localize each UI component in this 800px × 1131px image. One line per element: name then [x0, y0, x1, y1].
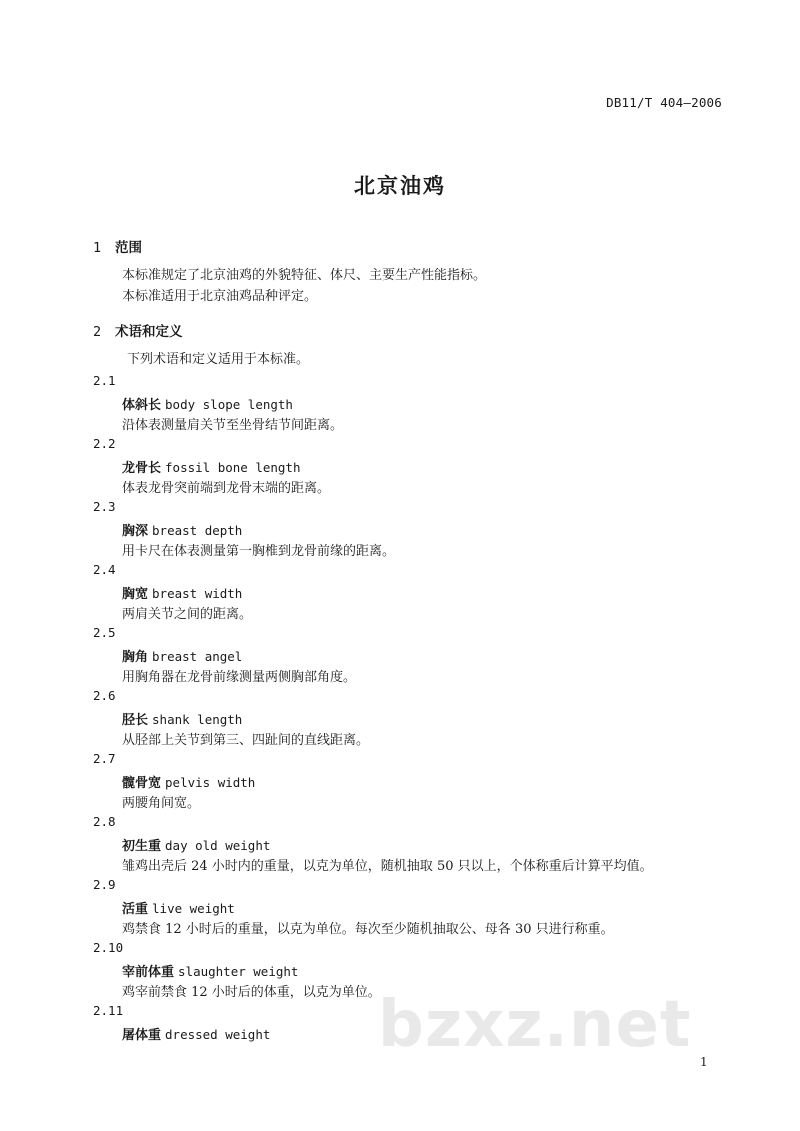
- term-definition: 两腰角间宽。: [122, 796, 201, 811]
- term-name: [122, 709, 242, 728]
- term-definition: 雏鸡出壳后 24 小时内的重量，以克为单位，随机抽取 50 只以上，个体称重后计算平均值。: [122, 859, 653, 874]
- term-name: [122, 1024, 270, 1043]
- term-name: [122, 961, 298, 980]
- term-number: 2.7: [93, 751, 116, 766]
- term-zh: 胸宽: [122, 587, 149, 602]
- section-heading-terms: [93, 320, 183, 340]
- term-en: breast width: [152, 586, 243, 601]
- section-heading-scope: [93, 236, 142, 256]
- term-en: slaughter weight: [178, 964, 299, 979]
- term-zh: 屠体重: [122, 1028, 162, 1043]
- term-name: [122, 520, 242, 539]
- term-zh: 胸角: [122, 650, 149, 665]
- standard-code: DB11/T 404—2006: [606, 95, 722, 110]
- term-number: 2.2: [93, 436, 116, 451]
- document-title: 北京油鸡: [354, 174, 446, 198]
- term-number: 2.3: [93, 499, 116, 514]
- term-number: 2.11: [93, 1003, 124, 1018]
- term-zh: 活重: [122, 902, 149, 917]
- term-name: [122, 457, 300, 476]
- term-zh: 初生重: [122, 839, 162, 854]
- term-zh: 龙骨长: [122, 461, 162, 476]
- term-number: 2.10: [93, 940, 124, 955]
- term-definition: 体表龙骨突前端到龙骨末端的距离。: [122, 481, 331, 496]
- term-en: breast depth: [152, 523, 243, 538]
- scope-paragraph-2: 本标准适用于北京油鸡品种评定。: [122, 289, 318, 304]
- term-zh: 胸深: [122, 524, 149, 539]
- term-number: 2.5: [93, 625, 116, 640]
- term-definition: 用卡尺在体表测量第一胸椎到龙骨前缘的距离。: [122, 544, 396, 559]
- term-number: 2.6: [93, 688, 116, 703]
- term-name: [122, 772, 255, 791]
- term-number: 2.4: [93, 562, 116, 577]
- term-zh: 胫长: [122, 713, 149, 728]
- term-zh: 体斜长: [122, 398, 162, 413]
- section-number: 2: [93, 324, 102, 340]
- term-name: [122, 583, 242, 602]
- term-name: [122, 898, 235, 917]
- term-definition: 鸡宰前禁食 12 小时后的体重，以克为单位。: [122, 985, 381, 1000]
- section-number: 1: [93, 240, 102, 256]
- term-name: [122, 835, 270, 854]
- term-name: [122, 646, 242, 665]
- term-definition: 鸡禁食 12 小时后的重量，以克为单位。每次至少随机抽取公、母各 30 只进行称重。: [122, 922, 614, 937]
- term-en: breast angel: [152, 649, 243, 664]
- section-title: 范围: [115, 240, 142, 256]
- term-en: dressed weight: [165, 1027, 271, 1042]
- term-en: fossil bone length: [165, 460, 301, 475]
- term-name: [122, 394, 293, 413]
- term-en: shank length: [152, 712, 243, 727]
- term-definition: 从胫部上关节到第三、四趾间的直线距离。: [122, 733, 370, 748]
- term-number: 2.9: [93, 877, 116, 892]
- term-number: 2.1: [93, 373, 116, 388]
- terms-intro-paragraph: 下列术语和定义适用于本标准。: [127, 352, 310, 367]
- term-number: 2.8: [93, 814, 116, 829]
- scope-paragraph-1: 本标准规定了北京油鸡的外貌特征、体尺、主要生产性能指标。: [122, 268, 487, 283]
- section-title: 术语和定义: [115, 324, 183, 340]
- term-definition: 用胸角器在龙骨前缘测量两侧胸部角度。: [122, 670, 357, 685]
- term-definition: 沿体表测量肩关节至坐骨结节间距离。: [122, 418, 344, 433]
- page-number: 1: [700, 1055, 708, 1069]
- term-zh: 宰前体重: [122, 965, 175, 980]
- term-en: body slope length: [165, 397, 293, 412]
- term-en: pelvis width: [165, 775, 256, 790]
- term-en: live weight: [152, 901, 235, 916]
- watermark: bzxz.net: [378, 988, 692, 1062]
- term-en: day old weight: [165, 838, 271, 853]
- term-definition: 两肩关节之间的距离。: [122, 607, 253, 622]
- term-zh: 髋骨宽: [122, 776, 162, 791]
